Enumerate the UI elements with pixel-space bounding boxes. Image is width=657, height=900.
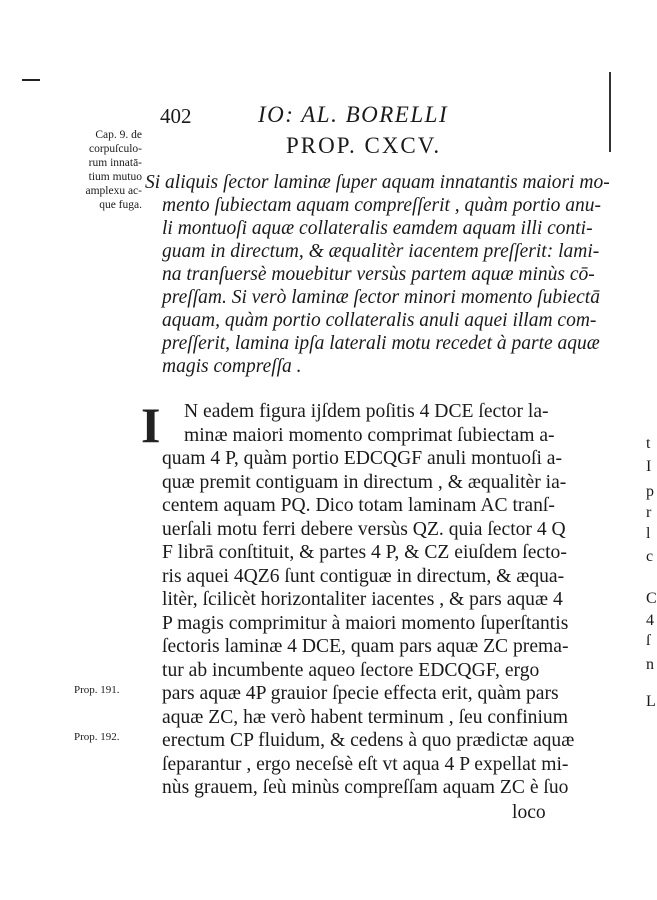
enunciation-line: na tranſuersè mouebitur versùs partem aquæ minùs cō- <box>162 264 595 285</box>
margin-note-ref: Prop. 191. <box>74 684 120 696</box>
facing-page-fragment: n <box>646 656 654 673</box>
body-line: quam 4 P, quàm portio EDCQGF anuli montuoſi a- <box>162 448 563 469</box>
body-line: quæ premit contiguam in directum , & æqualitèr ia- <box>162 471 567 493</box>
margin-line: tium mutuo <box>88 171 142 183</box>
margin-line: que fuga. <box>99 199 142 211</box>
facing-page-fragment: l <box>646 525 651 542</box>
body-line: uerſali motu ferri debere versùs QZ. quia ſector 4 Q <box>162 518 566 540</box>
enunciation-line: preſſerit, lamina ipſa laterali motu recedet à parte aquæ <box>162 333 600 354</box>
catchword: loco <box>512 802 546 823</box>
facing-page-fragment: I <box>646 458 652 475</box>
facing-page-fragment: r <box>646 504 652 521</box>
facing-page-fragment: C <box>646 590 657 607</box>
body-line: tur ab incumbente aqueo ſectore EDCQGF, ergo <box>162 659 540 681</box>
enunciation-line: magis compreſſa . <box>162 356 302 377</box>
facing-page-fragment: L <box>646 693 656 710</box>
body-line: ris aquei 4QZ6 ſunt contiguæ in directum, & æqua- <box>162 565 565 587</box>
margin-line: amplexu ac- <box>85 185 142 197</box>
body-line: pars aquæ 4P grauior ſpecie effecta erit, quàm pars <box>162 683 559 704</box>
facing-page-fragment: p <box>646 483 654 500</box>
margin-line: corpuſculo- <box>88 143 142 155</box>
enunciation-line: Si aliquis ſector laminæ ſuper aquam innatantis maiori mo- <box>145 172 610 193</box>
enunciation-line: mento ſubiectam aquam compreſſerit , quàm portio anu- <box>162 195 602 216</box>
facing-page-fragment: t <box>646 435 651 452</box>
drop-cap: I <box>141 397 161 453</box>
proposition-title: PROP. CXCV. <box>286 133 442 158</box>
body-line: ſeparantur , ergo neceſsè eſt vt aqua 4 P expellat mi- <box>162 753 569 775</box>
facing-page-fragment: 4 <box>646 612 654 629</box>
facing-page-fragment: ſ <box>646 632 651 649</box>
body-line: minæ maiori momento comprimat ſubiectam a- <box>184 424 555 446</box>
body-line: aquæ ZC, hæ verò habent terminum , ſeu confinium <box>162 706 568 728</box>
margin-line: rum innatā- <box>88 157 142 169</box>
margin-mark <box>22 79 40 81</box>
page-number: 402 <box>160 104 192 128</box>
body-line: litèr, ſcilicèt horizontaliter iacentes , & pars aquæ 4 <box>162 589 563 610</box>
margin-note-ref: Prop. 192. <box>74 731 120 743</box>
margin-note-chapter <box>72 128 142 212</box>
body-line: N eadem figura ijſdem poſitis 4 DCE ſector la- <box>184 401 549 422</box>
enunciation-line: li montuoſi aquæ collateralis eamdem aquam illi conti- <box>162 218 593 239</box>
enunciation-line: aquam, quàm portio collateralis anuli aquei illam com- <box>162 310 597 331</box>
margin-line: Cap. 9. de <box>95 129 142 141</box>
page-edge-line <box>609 72 611 152</box>
body-line: ſectoris laminæ 4 DCE, quam pars aquæ ZC prema- <box>162 636 569 657</box>
body-line: P magis comprimitur à maiori momento ſuperſtantis <box>162 612 569 634</box>
enunciation-line: guam in directum, & æqualitèr iacentem preſſerit: lami- <box>162 241 600 262</box>
running-head: IO: AL. BORELLI <box>258 102 449 127</box>
enunciation-line: preſſam. Si verò laminæ ſector minori momento ſubiectā <box>162 287 600 308</box>
body-line: erectum CP fluidum, & cedens à quo prædictæ aquæ <box>162 730 575 751</box>
body-line: F librā conſtituit, & partes 4 P, & CZ eiuſdem ſecto- <box>162 542 567 563</box>
body-line: nùs grauem, ſeù minùs compreſſam aquam ZC è ſuo <box>162 777 569 798</box>
facing-page-fragment: c <box>646 548 654 565</box>
body-line: centem aquam PQ. Dico totam laminam AC tranſ- <box>162 495 555 516</box>
